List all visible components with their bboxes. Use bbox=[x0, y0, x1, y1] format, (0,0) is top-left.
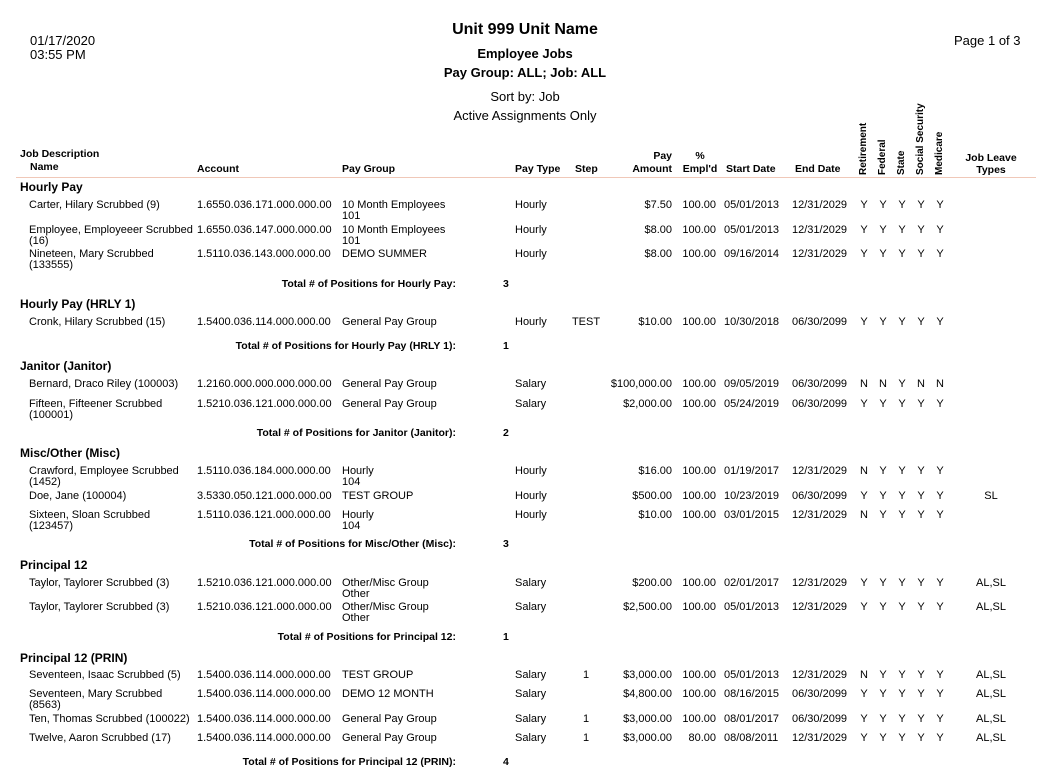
report-sort: Sort by: Job bbox=[490, 89, 560, 104]
employee-name: Crawford, Employee Scrubbed bbox=[29, 465, 179, 477]
end-date: 12/31/2029 bbox=[792, 509, 848, 521]
employee-name: Carter, Hilary Scrubbed (9) bbox=[29, 199, 160, 211]
flag-med: Y bbox=[936, 248, 944, 260]
section-title: Misc/Other (Misc) bbox=[20, 446, 121, 460]
account-number: 1.5210.036.121.000.000.00 bbox=[197, 398, 332, 410]
employee-id: (133555) bbox=[29, 259, 74, 271]
percent-employed: 100.00 bbox=[682, 378, 716, 390]
account-number: 1.5110.036.121.000.000.00 bbox=[197, 509, 331, 521]
employee-name: Seventeen, Mary Scrubbed bbox=[29, 688, 163, 700]
pay-group-code: Other bbox=[342, 612, 370, 624]
header-amount: Amount bbox=[632, 163, 672, 175]
leave-types: AL,SL bbox=[976, 669, 1006, 681]
pay-group: DEMO 12 MONTH bbox=[342, 688, 434, 700]
pay-type: Salary bbox=[515, 378, 547, 390]
flag-fed: Y bbox=[879, 490, 887, 502]
percent-employed: 100.00 bbox=[682, 601, 716, 613]
flag-ret: Y bbox=[860, 199, 868, 211]
account-number: 3.5330.050.121.000.000.00 bbox=[197, 490, 332, 502]
end-date: 12/31/2029 bbox=[792, 577, 848, 589]
pay-group: General Pay Group bbox=[342, 378, 437, 390]
start-date: 05/01/2013 bbox=[724, 601, 780, 613]
pay-group: General Pay Group bbox=[342, 316, 437, 328]
flag-fed: Y bbox=[879, 398, 887, 410]
header-state: State bbox=[896, 150, 907, 175]
start-date: 09/16/2014 bbox=[724, 248, 780, 260]
section-title: Hourly Pay bbox=[20, 180, 83, 194]
report-filters: Pay Group: ALL; Job: ALL bbox=[443, 65, 607, 80]
pay-group: TEST GROUP bbox=[342, 490, 414, 502]
pay-group: General Pay Group bbox=[342, 713, 437, 725]
step: 1 bbox=[582, 669, 590, 681]
employee-name: Fifteen, Fifteener Scrubbed bbox=[29, 398, 163, 410]
flag-ret: Y bbox=[860, 577, 868, 589]
section-total-count: 3 bbox=[503, 538, 509, 550]
flag-med: Y bbox=[936, 732, 944, 744]
flag-ss: Y bbox=[917, 224, 925, 236]
flag-med: Y bbox=[936, 577, 944, 589]
employee-name: Nineteen, Mary Scrubbed bbox=[29, 248, 154, 260]
header-pay: Pay bbox=[653, 150, 672, 162]
percent-employed: 80.00 bbox=[688, 732, 716, 744]
account-number: 1.2160.000.000.000.000.00 bbox=[197, 378, 332, 390]
percent-employed: 100.00 bbox=[682, 316, 716, 328]
flag-fed: Y bbox=[879, 713, 887, 725]
flag-ret: N bbox=[860, 465, 868, 477]
flag-state: Y bbox=[898, 398, 906, 410]
end-date: 06/30/2099 bbox=[792, 378, 848, 390]
pay-amount: $8.00 bbox=[644, 248, 672, 260]
flag-state: Y bbox=[898, 378, 906, 390]
account-number: 1.6550.036.171.000.000.00 bbox=[197, 199, 332, 211]
flag-fed: Y bbox=[879, 465, 887, 477]
leave-types: AL,SL bbox=[976, 577, 1006, 589]
pay-amount: $8.00 bbox=[644, 224, 672, 236]
flag-fed: Y bbox=[879, 224, 887, 236]
flag-fed: Y bbox=[879, 669, 887, 681]
end-date: 06/30/2099 bbox=[792, 713, 848, 725]
section-title: Janitor (Janitor) bbox=[20, 359, 112, 373]
header-divider bbox=[16, 177, 1036, 178]
flag-fed: Y bbox=[879, 688, 887, 700]
header-federal: Federal bbox=[877, 139, 888, 175]
flag-med: Y bbox=[936, 490, 944, 502]
employee-id: (100001) bbox=[29, 409, 74, 421]
employee-id: (16) bbox=[29, 235, 49, 247]
header-step: Step bbox=[575, 163, 598, 175]
end-date: 06/30/2099 bbox=[792, 688, 848, 700]
employee-id: (1452) bbox=[29, 476, 61, 488]
leave-types: AL,SL bbox=[976, 688, 1006, 700]
report-date: 01/17/2020 bbox=[30, 33, 96, 48]
start-date: 05/01/2013 bbox=[724, 199, 780, 211]
pay-group: General Pay Group bbox=[342, 732, 437, 744]
pay-amount: $3,000.00 bbox=[623, 732, 672, 744]
report-active-filter: Active Assignments Only bbox=[453, 108, 597, 123]
section-total-label: Total # of Positions for Janitor (Janitor): bbox=[256, 427, 456, 439]
flag-med: Y bbox=[936, 509, 944, 521]
flag-ret: Y bbox=[860, 732, 868, 744]
flag-ss: Y bbox=[917, 688, 925, 700]
start-date: 08/01/2017 bbox=[724, 713, 780, 725]
section-total-count: 1 bbox=[503, 340, 509, 352]
flag-ss: Y bbox=[917, 732, 925, 744]
section-total-label: Total # of Positions for Hourly Pay: bbox=[281, 278, 456, 290]
leave-types: AL,SL bbox=[976, 601, 1006, 613]
leave-types: SL bbox=[984, 490, 998, 502]
header-social-security: Social Security bbox=[915, 103, 926, 175]
account-number: 1.5400.036.114.000.000.00 bbox=[197, 669, 331, 681]
pay-type: Hourly bbox=[515, 509, 547, 521]
flag-state: Y bbox=[898, 713, 906, 725]
employee-name: Cronk, Hilary Scrubbed (15) bbox=[29, 316, 166, 328]
end-date: 12/31/2029 bbox=[792, 669, 848, 681]
start-date: 08/08/2011 bbox=[724, 732, 779, 744]
section-title: Principal 12 (PRIN) bbox=[20, 651, 128, 665]
percent-employed: 100.00 bbox=[682, 224, 716, 236]
flag-fed: Y bbox=[879, 732, 887, 744]
end-date: 06/30/2099 bbox=[792, 490, 848, 502]
header-job-description: Job Description bbox=[20, 148, 100, 160]
percent-employed: 100.00 bbox=[682, 248, 716, 260]
flag-state: Y bbox=[898, 490, 906, 502]
percent-employed: 100.00 bbox=[682, 669, 716, 681]
header-percent: % bbox=[695, 150, 705, 162]
employee-name: Employee, Employeeer Scrubbed bbox=[29, 224, 193, 236]
percent-employed: 100.00 bbox=[682, 465, 716, 477]
pay-amount: $500.00 bbox=[632, 490, 672, 502]
section-total-label: Total # of Positions for Misc/Other (Misc): bbox=[249, 538, 456, 550]
report-subtitle: Employee Jobs bbox=[477, 46, 573, 61]
step: 1 bbox=[582, 732, 590, 744]
pay-type: Salary bbox=[515, 577, 547, 589]
flag-med: N bbox=[936, 378, 944, 390]
pay-group: DEMO SUMMER bbox=[342, 248, 427, 260]
end-date: 12/31/2029 bbox=[792, 601, 848, 613]
flag-med: Y bbox=[936, 669, 944, 681]
flag-ss: N bbox=[917, 378, 925, 390]
percent-employed: 100.00 bbox=[682, 398, 716, 410]
flag-ret: Y bbox=[860, 398, 868, 410]
flag-med: Y bbox=[936, 688, 944, 700]
start-date: 03/01/2015 bbox=[724, 509, 780, 521]
pay-amount: $4,800.00 bbox=[623, 688, 672, 700]
flag-fed: Y bbox=[879, 199, 887, 211]
flag-med: Y bbox=[936, 465, 944, 477]
start-date: 05/01/2013 bbox=[724, 669, 780, 681]
end-date: 12/31/2029 bbox=[792, 248, 848, 260]
pay-type: Hourly bbox=[515, 224, 547, 236]
employee-name: Ten, Thomas Scrubbed (100022) bbox=[29, 713, 190, 725]
header-leave-types: Types bbox=[976, 164, 1006, 176]
step: 1 bbox=[582, 713, 590, 725]
flag-ss: Y bbox=[917, 199, 925, 211]
header-medicare: Medicare bbox=[934, 131, 945, 175]
pay-amount: $16.00 bbox=[638, 465, 672, 477]
flag-ss: Y bbox=[917, 490, 925, 502]
flag-ss: Y bbox=[917, 465, 925, 477]
account-number: 1.5210.036.121.000.000.00 bbox=[197, 601, 332, 613]
pay-type: Hourly bbox=[515, 316, 547, 328]
flag-fed: Y bbox=[879, 601, 887, 613]
percent-employed: 100.00 bbox=[682, 490, 716, 502]
flag-ret: Y bbox=[860, 490, 868, 502]
employee-id: (8563) bbox=[29, 699, 61, 711]
start-date: 05/01/2013 bbox=[724, 224, 780, 236]
flag-ss: Y bbox=[917, 669, 925, 681]
end-date: 12/31/2029 bbox=[792, 199, 848, 211]
pay-type: Hourly bbox=[515, 465, 547, 477]
account-number: 1.6550.036.147.000.000.00 bbox=[197, 224, 332, 236]
pay-amount: $3,000.00 bbox=[623, 669, 672, 681]
start-date: 05/24/2019 bbox=[724, 398, 780, 410]
percent-employed: 100.00 bbox=[682, 577, 716, 589]
employee-id: (123457) bbox=[29, 520, 74, 532]
flag-ret: N bbox=[860, 669, 868, 681]
flag-med: Y bbox=[936, 316, 944, 328]
pay-amount: $10.00 bbox=[638, 509, 672, 521]
flag-med: Y bbox=[936, 601, 944, 613]
header-name: Name bbox=[30, 161, 59, 173]
flag-fed: N bbox=[879, 378, 887, 390]
start-date: 10/23/2019 bbox=[724, 490, 780, 502]
account-number: 1.5400.036.114.000.000.00 bbox=[197, 713, 331, 725]
leave-types: AL,SL bbox=[976, 732, 1006, 744]
header-end-date: End Date bbox=[795, 163, 841, 175]
section-total-count: 2 bbox=[503, 427, 509, 439]
flag-ret: Y bbox=[860, 316, 868, 328]
flag-ss: Y bbox=[917, 248, 925, 260]
flag-ret: Y bbox=[860, 224, 868, 236]
end-date: 06/30/2099 bbox=[792, 316, 848, 328]
section-total-count: 3 bbox=[503, 278, 509, 290]
flag-state: Y bbox=[898, 248, 906, 260]
page-number: Page 1 of 3 bbox=[954, 33, 1021, 48]
pay-type: Salary bbox=[515, 601, 547, 613]
pay-type: Salary bbox=[515, 688, 547, 700]
employee-name: Doe, Jane (100004) bbox=[29, 490, 127, 502]
flag-ret: Y bbox=[860, 601, 868, 613]
flag-state: Y bbox=[898, 509, 906, 521]
flag-ss: Y bbox=[917, 509, 925, 521]
pay-group: Other/Misc Group bbox=[342, 601, 429, 613]
pay-amount: $200.00 bbox=[632, 577, 672, 589]
account-number: 1.5110.036.143.000.000.00 bbox=[197, 248, 331, 260]
flag-fed: Y bbox=[879, 509, 887, 521]
pay-amount: $2,000.00 bbox=[623, 398, 672, 410]
section-title: Principal 12 bbox=[20, 558, 88, 572]
leave-types: AL,SL bbox=[976, 713, 1006, 725]
flag-fed: Y bbox=[879, 248, 887, 260]
pay-group-code: 101 bbox=[342, 235, 361, 247]
employee-name: Sixteen, Sloan Scrubbed bbox=[29, 509, 151, 521]
pay-type: Hourly bbox=[515, 248, 547, 260]
percent-employed: 100.00 bbox=[682, 509, 716, 521]
start-date: 08/16/2015 bbox=[724, 688, 780, 700]
pay-group-code: 104 bbox=[342, 520, 361, 532]
section-total-count: 1 bbox=[503, 631, 509, 643]
section-title: Hourly Pay (HRLY 1) bbox=[20, 297, 136, 311]
flag-ss: Y bbox=[917, 601, 925, 613]
flag-ss: Y bbox=[917, 398, 925, 410]
section-total-label: Total # of Positions for Principal 12: bbox=[277, 631, 456, 643]
flag-ss: Y bbox=[917, 713, 925, 725]
header-pay-type: Pay Type bbox=[515, 163, 561, 175]
end-date: 06/30/2099 bbox=[792, 398, 848, 410]
pay-amount: $7.50 bbox=[644, 199, 672, 211]
header-account: Account bbox=[197, 163, 239, 175]
flag-fed: Y bbox=[879, 577, 887, 589]
pay-group: 10 Month Employees bbox=[342, 199, 446, 211]
pay-amount: $3,000.00 bbox=[623, 713, 672, 725]
pay-type: Salary bbox=[515, 398, 547, 410]
percent-employed: 100.00 bbox=[682, 199, 716, 211]
pay-type: Salary bbox=[515, 713, 547, 725]
flag-ret: Y bbox=[860, 713, 868, 725]
header-retirement: Retirement bbox=[858, 122, 869, 175]
start-date: 10/30/2018 bbox=[724, 316, 780, 328]
percent-employed: 100.00 bbox=[682, 688, 716, 700]
flag-state: Y bbox=[898, 199, 906, 211]
report-time: 03:55 PM bbox=[30, 47, 86, 62]
end-date: 12/31/2029 bbox=[792, 465, 848, 477]
pay-group: Other/Misc Group bbox=[342, 577, 429, 589]
end-date: 12/31/2029 bbox=[792, 732, 848, 744]
account-number: 1.5400.036.114.000.000.00 bbox=[197, 732, 331, 744]
flag-ret: N bbox=[860, 509, 868, 521]
account-number: 1.5400.036.114.000.000.00 bbox=[197, 316, 331, 328]
pay-group: General Pay Group bbox=[342, 398, 437, 410]
account-number: 1.5210.036.121.000.000.00 bbox=[197, 577, 332, 589]
pay-amount: $2,500.00 bbox=[623, 601, 672, 613]
flag-med: Y bbox=[936, 398, 944, 410]
pay-group: TEST GROUP bbox=[342, 669, 414, 681]
employee-name: Taylor, Taylorer Scrubbed (3) bbox=[29, 577, 170, 589]
flag-state: Y bbox=[898, 669, 906, 681]
step: TEST bbox=[571, 316, 601, 328]
employee-name: Twelve, Aaron Scrubbed (17) bbox=[29, 732, 171, 744]
header-job-leave: Job Leave bbox=[965, 152, 1017, 164]
pay-group: 10 Month Employees bbox=[342, 224, 446, 236]
pay-group: Hourly bbox=[342, 509, 374, 521]
pay-type: Hourly bbox=[515, 490, 547, 502]
flag-state: Y bbox=[898, 688, 906, 700]
pay-type: Salary bbox=[515, 669, 547, 681]
pay-group-code: Other bbox=[342, 588, 370, 600]
pay-group: Hourly bbox=[342, 465, 374, 477]
flag-state: Y bbox=[898, 732, 906, 744]
pay-amount: $10.00 bbox=[638, 316, 672, 328]
header-emplid: Empl'd bbox=[682, 163, 718, 175]
percent-employed: 100.00 bbox=[682, 713, 716, 725]
pay-type: Salary bbox=[515, 732, 547, 744]
flag-ret: Y bbox=[860, 248, 868, 260]
employee-name: Taylor, Taylorer Scrubbed (3) bbox=[29, 601, 170, 613]
start-date: 02/01/2017 bbox=[724, 577, 780, 589]
account-number: 1.5400.036.114.000.000.00 bbox=[197, 688, 331, 700]
pay-type: Hourly bbox=[515, 199, 547, 211]
pay-amount: $100,000.00 bbox=[610, 378, 672, 390]
account-number: 1.5110.036.184.000.000.00 bbox=[197, 465, 331, 477]
pay-group-code: 104 bbox=[342, 476, 361, 488]
flag-med: Y bbox=[936, 713, 944, 725]
flag-state: Y bbox=[898, 601, 906, 613]
header-pay-group: Pay Group bbox=[342, 163, 396, 175]
section-total-label: Total # of Positions for Hourly Pay (HRLY 1): bbox=[235, 340, 456, 352]
flag-ret: N bbox=[860, 378, 868, 390]
employee-name: Seventeen, Isaac Scrubbed (5) bbox=[29, 669, 181, 681]
flag-med: Y bbox=[936, 199, 944, 211]
report-title: Unit 999 Unit Name bbox=[452, 21, 598, 38]
section-total-count: 4 bbox=[503, 756, 509, 768]
flag-ss: Y bbox=[917, 577, 925, 589]
flag-ret: Y bbox=[860, 688, 868, 700]
end-date: 12/31/2029 bbox=[792, 224, 848, 236]
employee-name: Bernard, Draco Riley (100003) bbox=[29, 378, 179, 390]
header-start-date: Start Date bbox=[726, 163, 776, 175]
flag-med: Y bbox=[936, 224, 944, 236]
section-total-label: Total # of Positions for Principal 12 (PRIN): bbox=[242, 756, 456, 768]
flag-ss: Y bbox=[917, 316, 925, 328]
flag-fed: Y bbox=[879, 316, 887, 328]
flag-state: Y bbox=[898, 465, 906, 477]
flag-state: Y bbox=[898, 316, 906, 328]
start-date: 01/19/2017 bbox=[724, 465, 780, 477]
flag-state: Y bbox=[898, 224, 906, 236]
pay-group-code: 101 bbox=[342, 210, 361, 222]
flag-state: Y bbox=[898, 577, 906, 589]
start-date: 09/05/2019 bbox=[724, 378, 780, 390]
